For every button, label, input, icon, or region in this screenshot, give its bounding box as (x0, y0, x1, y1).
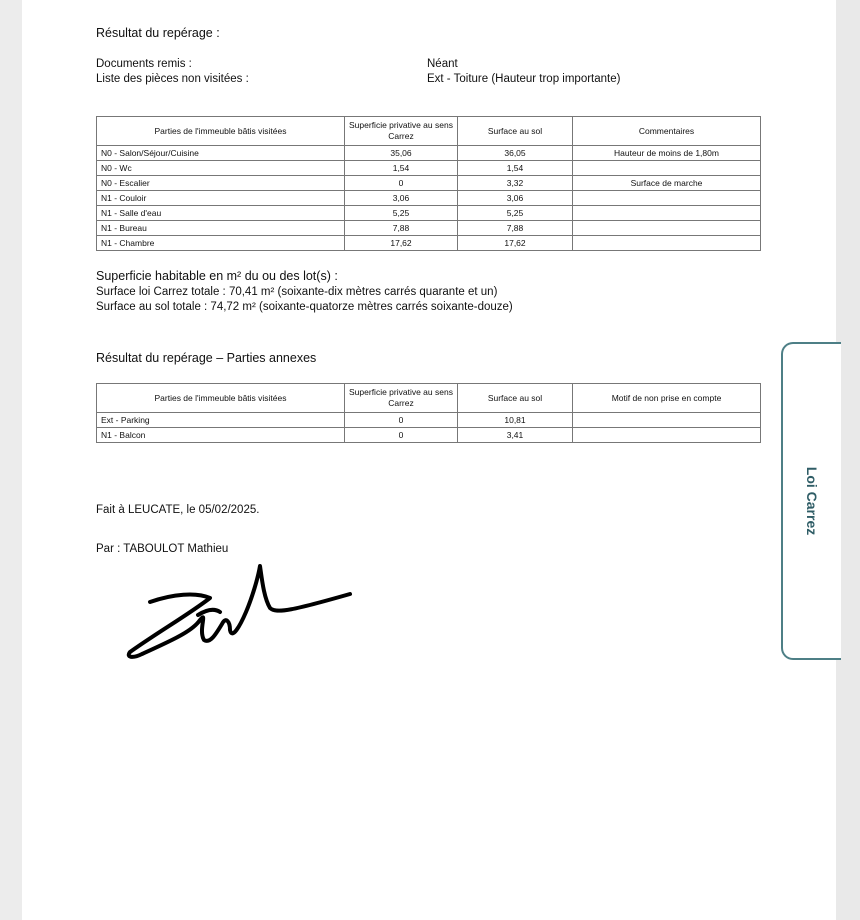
column-header: Superficie privative au sens Carrez (345, 117, 458, 146)
signed-by: Par : TABOULOT Mathieu (96, 543, 229, 555)
table-cell: 17,62 (345, 236, 458, 251)
table-cell: 0 (345, 428, 458, 443)
table-cell: Hauteur de moins de 1,80m (573, 146, 761, 161)
signature-image (118, 560, 358, 665)
summary-title: Superficie habitable en m² du ou des lot(s) : (96, 269, 338, 283)
column-header: Surface au sol (458, 117, 573, 146)
column-header: Commentaires (573, 117, 761, 146)
table-cell: 3,06 (345, 191, 458, 206)
table-cell: 1,54 (458, 161, 573, 176)
table-cell: 3,41 (458, 428, 573, 443)
table-row (97, 146, 761, 161)
documents-label: Documents remis : (96, 58, 192, 70)
table-row (97, 191, 761, 206)
table-row (97, 161, 761, 176)
table-row (97, 221, 761, 236)
table-cell (573, 221, 761, 236)
table-cell: 35,06 (345, 146, 458, 161)
table-cell: 17,62 (458, 236, 573, 251)
result-title: Résultat du repérage : (96, 26, 220, 40)
table-cell: 7,88 (458, 221, 573, 236)
table-cell: 36,05 (458, 146, 573, 161)
not-visited-value: Ext - Toiture (Hauteur trop importante) (427, 73, 621, 85)
table-cell (573, 428, 761, 443)
table-header-row (97, 117, 761, 146)
table-cell: Ext - Parking (97, 413, 345, 428)
table-cell: N1 - Couloir (97, 191, 345, 206)
table-cell: Surface de marche (573, 176, 761, 191)
table-cell: N1 - Balcon (97, 428, 345, 443)
annexes-title: Résultat du repérage – Parties annexes (96, 351, 317, 365)
loi-carrez-tab[interactable] (781, 342, 841, 660)
table-cell (573, 161, 761, 176)
table-header-row (97, 384, 761, 413)
annexes-table (96, 383, 761, 443)
table-cell (573, 191, 761, 206)
sol-total: Surface au sol totale : 74,72 m² (soixante-quatorze mètres carrés soixante-douze) (96, 301, 513, 313)
documents-value: Néant (427, 58, 458, 70)
column-header: Superficie privative au sens Carrez (345, 384, 458, 413)
table-row (97, 176, 761, 191)
column-header: Parties de l'immeuble bâtis visitées (97, 117, 345, 146)
rooms-table (96, 116, 761, 251)
table-cell: N1 - Bureau (97, 221, 345, 236)
column-header: Surface au sol (458, 384, 573, 413)
table-row (97, 206, 761, 221)
place-date: Fait à LEUCATE, le 05/02/2025. (96, 504, 260, 516)
table-cell (573, 413, 761, 428)
carrez-total: Surface loi Carrez totale : 70,41 m² (soixante-dix mètres carrés quarante et un) (96, 286, 498, 298)
table-cell: 10,81 (458, 413, 573, 428)
table-cell: 5,25 (345, 206, 458, 221)
table-cell: N0 - Wc (97, 161, 345, 176)
table-row (97, 413, 761, 428)
table-cell: 3,32 (458, 176, 573, 191)
table-cell (573, 236, 761, 251)
table-cell: 7,88 (345, 221, 458, 236)
table-row (97, 428, 761, 443)
not-visited-label: Liste des pièces non visitées : (96, 73, 249, 85)
table-cell (573, 206, 761, 221)
table-cell: N0 - Escalier (97, 176, 345, 191)
table-cell: N1 - Chambre (97, 236, 345, 251)
column-header: Parties de l'immeuble bâtis visitées (97, 384, 345, 413)
table-cell: N1 - Salle d'eau (97, 206, 345, 221)
table-cell: 0 (345, 176, 458, 191)
table-cell: 0 (345, 413, 458, 428)
loi-carrez-tab-label: Loi Carrez (804, 466, 820, 536)
table-cell: N0 - Salon/Séjour/Cuisine (97, 146, 345, 161)
table-cell: 5,25 (458, 206, 573, 221)
column-header: Motif de non prise en compte (573, 384, 761, 413)
table-cell: 1,54 (345, 161, 458, 176)
table-row (97, 236, 761, 251)
table-cell: 3,06 (458, 191, 573, 206)
